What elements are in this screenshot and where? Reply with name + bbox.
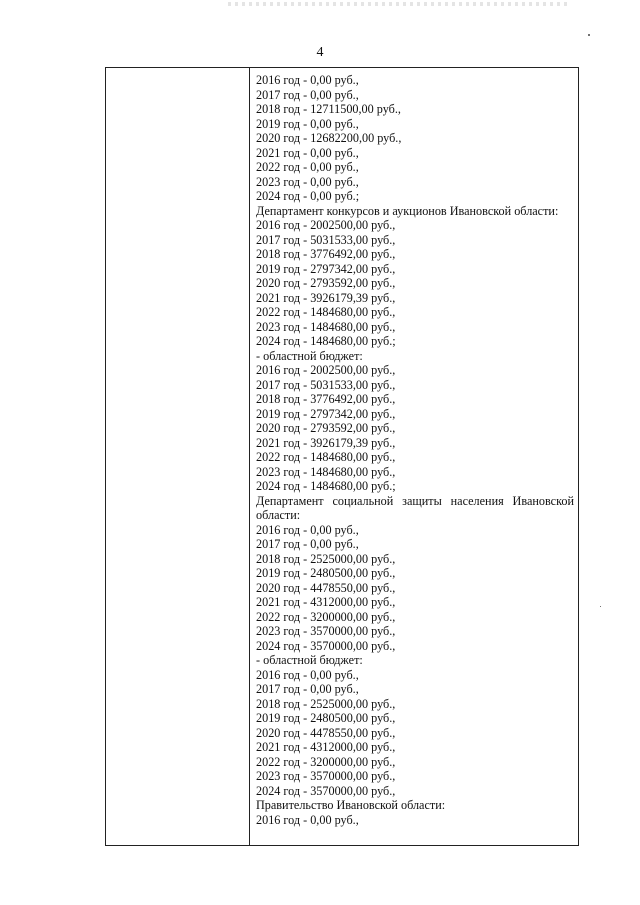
text-line: Правительство Ивановской области: [256, 798, 446, 812]
text-line: 2018 год - 12711500,00 руб., [256, 102, 401, 116]
text-line: 2024 год - 1484680,00 руб.; [256, 334, 396, 348]
text-line: 2023 год - 1484680,00 руб., [256, 319, 396, 334]
text-line: 2019 год - 2480500,00 руб., [256, 566, 396, 580]
text-line: 2023 год - 3570000,00 руб., [256, 769, 396, 783]
text-line: 2016 год - 0,00 руб., [256, 522, 359, 537]
text-line: 2020 год - 2793592,00 руб., [256, 276, 396, 290]
text-line: 2017 год - 0,00 руб., [256, 537, 359, 551]
text-line: 2017 год - 0,00 руб., [256, 87, 359, 102]
text-line: Департамент конкурсов и аукционов Ивановской области: [256, 203, 559, 218]
text-line: 2023 год - 0,00 руб., [256, 174, 359, 189]
text-line: 2022 год - 3200000,00 руб., [256, 609, 396, 624]
text-line: 2016 год - 0,00 руб., [256, 667, 359, 682]
text-line: 2019 год - 2797342,00 руб., [256, 261, 396, 276]
text-line: 2022 год - 1484680,00 руб., [256, 305, 396, 319]
text-line: 2020 год - 12682200,00 руб., [256, 131, 402, 145]
table-left-column [106, 68, 250, 845]
text-line: 2019 год - 2480500,00 руб., [256, 711, 396, 725]
text-line: 2023 год - 3570000,00 руб., [256, 624, 396, 638]
text-line: 2021 год - 3926179,39 руб., [256, 435, 396, 450]
text-line: 2019 год - 0,00 руб., [256, 116, 359, 131]
scan-artifact-top [228, 2, 568, 6]
text-line: 2020 год - 2793592,00 руб., [256, 421, 396, 435]
text-line: 2017 год - 5031533,00 руб., [256, 232, 396, 247]
text-line: 2018 год - 3776492,00 руб., [256, 247, 396, 261]
text-line: 2018 год - 2525000,00 руб., [256, 551, 396, 566]
text-line: 2017 год - 0,00 руб., [256, 682, 359, 696]
document-table [105, 67, 579, 846]
text-line: 2018 год - 2525000,00 руб., [256, 696, 396, 711]
text-line: 2021 год - 0,00 руб., [256, 145, 359, 160]
scan-speck [588, 34, 590, 36]
text-line: - областной бюджет: [256, 653, 363, 667]
page-number: 4 [316, 45, 324, 60]
text-line: 2016 год - 2002500,00 руб., [256, 363, 396, 377]
text-line: 2023 год - 1484680,00 руб., [256, 464, 396, 479]
table-right-column [256, 73, 574, 827]
text-line: 2024 год - 1484680,00 руб.; [256, 479, 396, 493]
text-line: 2016 год - 0,00 руб., [256, 812, 359, 827]
text-line: 2017 год - 5031533,00 руб., [256, 377, 396, 392]
text-line: 2018 год - 3776492,00 руб., [256, 392, 396, 406]
text-line: 2016 год - 0,00 руб., [256, 73, 359, 87]
scan-speck [600, 606, 601, 607]
text-line: Департамент социальной защиты населения Ивановской [256, 493, 574, 508]
text-line: 2022 год - 3200000,00 руб., [256, 754, 396, 769]
text-line: 2024 год - 0,00 руб.; [256, 189, 360, 203]
text-line: 2024 год - 3570000,00 руб., [256, 638, 396, 653]
text-line: 2022 год - 1484680,00 руб., [256, 450, 396, 464]
text-line: 2020 год - 4478550,00 руб., [256, 580, 396, 595]
text-line: 2019 год - 2797342,00 руб., [256, 406, 396, 421]
text-line: 2024 год - 3570000,00 руб., [256, 783, 396, 798]
text-line: 2020 год - 4478550,00 руб., [256, 725, 396, 740]
text-line: 2021 год - 4312000,00 руб., [256, 595, 396, 609]
text-line: области: [256, 508, 301, 522]
text-line: 2021 год - 3926179,39 руб., [256, 290, 396, 305]
text-line: 2016 год - 2002500,00 руб., [256, 218, 396, 232]
text-line: - областной бюджет: [256, 348, 363, 363]
text-line: 2022 год - 0,00 руб., [256, 160, 359, 174]
text-line: 2021 год - 4312000,00 руб., [256, 740, 396, 754]
